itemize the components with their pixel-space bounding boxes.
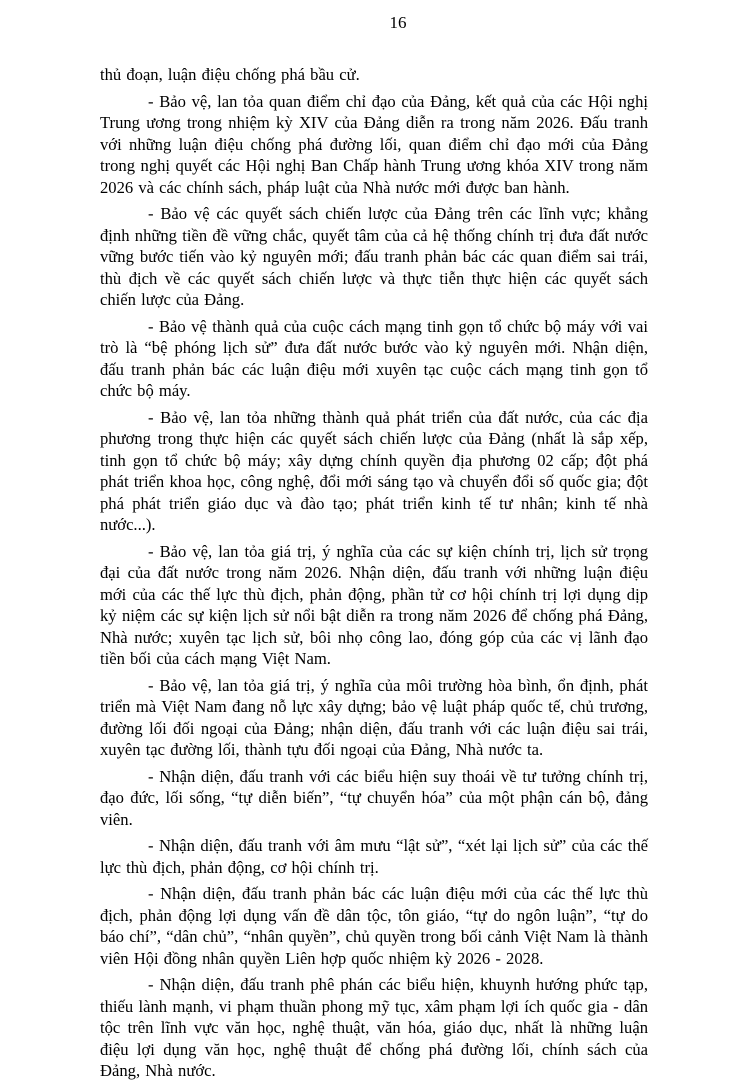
paragraph: - Bảo vệ, lan tỏa giá trị, ý nghĩa của môi trường hòa bình, ổn định, phát triển mà Việt Nam đang nỗ lực xây dựng; bảo vệ luật pháp quốc tế, chủ trương, đường lối đối ngoại của Đảng; nhận diện, đấu tranh với các luận điệu sai trái, xuyên tạc đường lối, thành tựu đối ngoại của Đảng, Nhà nước ta. — [100, 675, 648, 759]
paragraph: thủ đoạn, luận điệu chống phá bầu cử. — [100, 65, 360, 84]
paragraph: - Nhận diện, đấu tranh phản bác các luận điệu mới của các thế lực thù địch, phản động lợi dụng vấn đề dân tộc, tôn giáo, “tự do ngôn luận”, “tự do báo chí”, “dân chủ”, “nhân quyền”, chủ quyền trong bối cảnh Việt Nam là thành viên Hội đồng nhân quyền Liên hợp quốc nhiệm kỳ 2026 - 2028. — [100, 884, 648, 968]
document-body — [100, 64, 648, 1082]
paragraph: - Bảo vệ, lan tỏa quan điểm chỉ đạo của Đảng, kết quả của các Hội nghị Trung ương trong nhiệm kỳ XIV của Đảng diễn ra trong năm 2026. Đấu tranh với những luận điệu chống phá đường lối, quan điểm chỉ đạo mới của Đảng trong nghị quyết các Hội nghị Ban Chấp hành Trung ương khóa XIV trong năm 2026 và các chính sách, pháp luật của Nhà nước mới được ban hành. — [100, 91, 648, 197]
paragraph: - Bảo vệ các quyết sách chiến lược của Đảng trên các lĩnh vực; khẳng định những tiền đề vững chắc, quyết tâm của cả hệ thống chính trị đưa đất nước vững bước tiến vào kỷ nguyên mới; đấu tranh phản bác các quan điểm sai trái, thù địch về các quyết sách chiến lược và thực tiễn thực hiện các quyết sách chiến lược của Đảng. — [100, 204, 648, 309]
paragraph: - Bảo vệ thành quả của cuộc cách mạng tinh gọn tổ chức bộ máy với vai trò là “bệ phóng lịch sử” đưa đất nước bước vào kỷ nguyên mới. Nhận diện, đấu tranh phản bác các luận điệu mới xuyên tạc cuộc cách mạng tinh gọn tổ chức bộ máy. — [100, 316, 648, 400]
paragraph: - Bảo vệ, lan tỏa những thành quả phát triển của đất nước, của các địa phương trong thực hiện các quyết sách chiến lược của Đảng (nhất là sắp xếp, tinh gọn tổ chức bộ máy; xây dựng chính quyền địa phương 02 cấp; đột phá phát triển khoa học, công nghệ, đổi mới sáng tạo và chuyển đổi số quốc gia; đột phá phát triển giáo dục và đào tạo; phát triển kinh tế tư nhân; kinh tế nhà nước...). — [100, 407, 648, 534]
page-number: 16 — [389, 13, 407, 32]
paragraph: - Nhận diện, đấu tranh phê phán các biểu hiện, khuynh hướng phức tạp, thiếu lành mạnh, vi phạm thuần phong mỹ tục, xâm phạm lợi ích quốc gia - dân tộc trên lĩnh vực văn học, nghệ thuật, văn hóa, giáo dục, nhất là những luận điệu lợi dụng văn học, nghệ thuật để chống phá đường lối, chính sách của Đảng, Nhà nước. — [100, 975, 648, 1080]
paragraph: - Nhận diện, đấu tranh với các biểu hiện suy thoái về tư tưởng chính trị, đạo đức, lối sống, “tự diễn biến”, “tự chuyển hóa” của một phận cán bộ, đảng viên. — [100, 766, 648, 829]
paragraph: - Nhận diện, đấu tranh với âm mưu “lật sử”, “xét lại lịch sử” của các thế lực thù địch, phản động, cơ hội chính trị. — [100, 836, 648, 877]
paragraph: - Bảo vệ, lan tỏa giá trị, ý nghĩa của các sự kiện chính trị, lịch sử trọng đại của đất nước trong năm 2026. Nhận diện, đấu tranh với những luận điệu mới của các thế lực thù địch, phản động, phần tử cơ hội chính trị lợi dụng dịp kỷ niệm các sự kiện lịch sử nổi bật diễn ra trong năm 2026 để chống phá Đảng, Nhà nước; xuyên tạc lịch sử, bôi nhọ công lao, đóng góp của các vị lãnh đạo tiền bối của cách mạng Việt Nam. — [100, 541, 648, 668]
